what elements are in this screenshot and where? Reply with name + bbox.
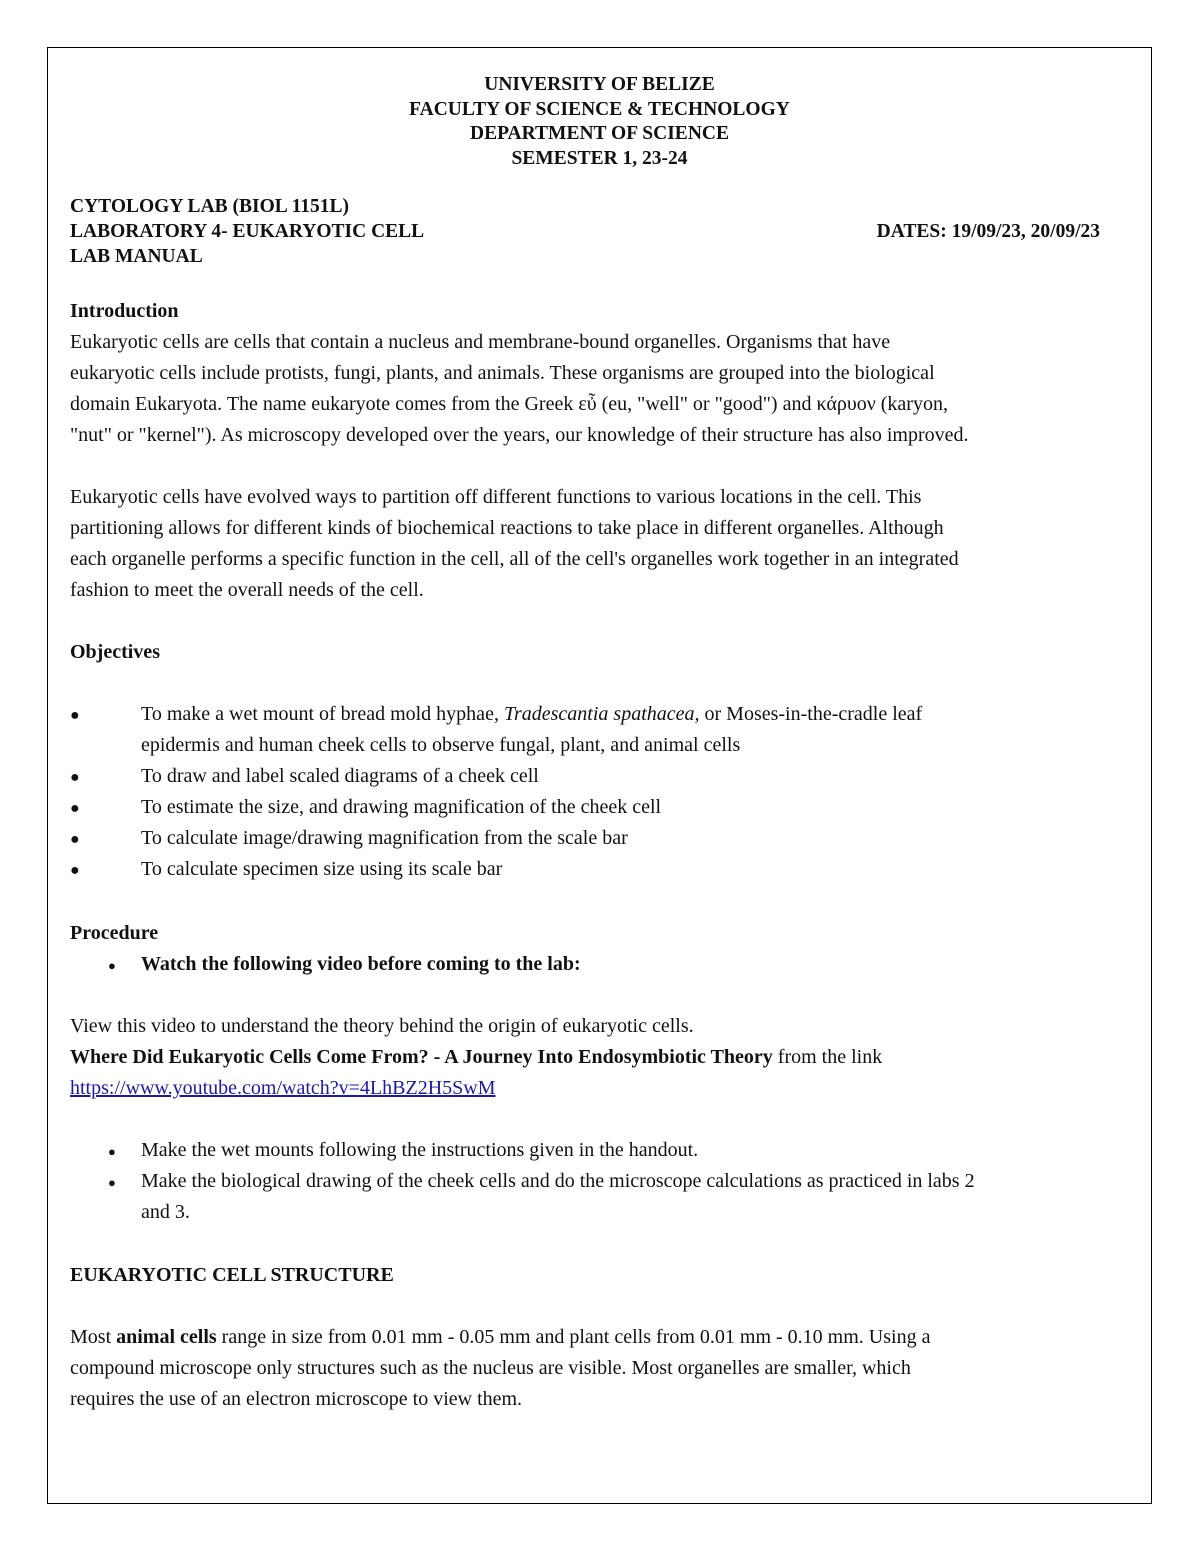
- structure-heading: EUKARYOTIC CELL STRUCTURE: [70, 1264, 394, 1286]
- intro-line: Eukaryotic cells have evolved ways to partition off different functions to various locations in the cell. This: [70, 486, 922, 508]
- structure-line: compound microscope only structures such as the nucleus are visible. Most organelles are smaller, which: [70, 1357, 911, 1379]
- objective-item: To calculate specimen size using its scale bar: [141, 858, 503, 880]
- bullet-icon: ●: [70, 831, 80, 848]
- semester: SEMESTER 1, 23-24: [511, 148, 688, 169]
- objective-item: To draw and label scaled diagrams of a cheek cell: [141, 765, 539, 787]
- intro-line: fashion to meet the overall needs of the cell.: [70, 579, 424, 601]
- video-link-line: [70, 1073, 496, 1104]
- bullet-icon: ●: [70, 707, 80, 724]
- procedure-heading: Procedure: [70, 922, 159, 944]
- bullet-icon: ●: [108, 958, 116, 973]
- intro-line: "nut" or "kernel"). As microscopy developed over the years, our knowledge of their structure has also improved.: [70, 424, 969, 446]
- procedure-step-continued: and 3.: [141, 1201, 190, 1223]
- university-name: UNIVERSITY OF BELIZE: [484, 74, 715, 95]
- lab-title: LABORATORY 4- EUKARYOTIC CELL: [70, 221, 425, 242]
- objective-item: To calculate image/drawing magnification from the scale bar: [141, 827, 628, 849]
- department-name: DEPARTMENT OF SCIENCE: [470, 123, 729, 144]
- introduction-heading: Introduction: [70, 300, 179, 322]
- video-title-line: Where Did Eukaryotic Cells Come From? - A Journey Into Endosymbiotic Theory from the link: [70, 1046, 883, 1068]
- intro-line: eukaryotic cells include protists, fungi, plants, and animals. These organisms are grouped into the biological: [70, 362, 935, 384]
- faculty-name: FACULTY OF SCIENCE & TECHNOLOGY: [409, 99, 790, 120]
- intro-line: partitioning allows for different kinds of biochemical reactions to take place in different organelles. Although: [70, 517, 944, 539]
- video-link[interactable]: https://www.youtube.com/watch?v=4LhBZ2H5SwM: [70, 1077, 496, 1099]
- procedure-watch-instruction: Watch the following video before coming to the lab:: [141, 953, 581, 975]
- bullet-icon: ●: [70, 800, 80, 817]
- bullet-icon: ●: [70, 769, 80, 786]
- objective-item: To make a wet mount of bread mold hyphae, Tradescantia spathacea, or Moses-in-the-cradle leaf: [141, 703, 923, 725]
- procedure-step: Make the biological drawing of the cheek cells and do the microscope calculations as practiced in labs 2: [141, 1170, 975, 1192]
- lab-manual-label: LAB MANUAL: [70, 246, 203, 267]
- course-title: CYTOLOGY LAB (BIOL 1151L): [70, 196, 350, 217]
- bullet-icon: ●: [108, 1175, 116, 1190]
- lab-dates: DATES: 19/09/23, 20/09/23: [876, 221, 1100, 242]
- bullet-icon: ●: [108, 1144, 116, 1159]
- intro-line: Eukaryotic cells are cells that contain a nucleus and membrane-bound organelles. Organisms that have: [70, 331, 891, 353]
- procedure-step: Make the wet mounts following the instructions given in the handout.: [141, 1139, 699, 1161]
- structure-line: Most animal cells range in size from 0.01 mm - 0.05 mm and plant cells from 0.01 mm - 0.10 mm. Using a: [70, 1326, 931, 1348]
- objective-item-continued: epidermis and human cheek cells to observe fungal, plant, and animal cells: [141, 734, 741, 756]
- intro-line: domain Eukaryota. The name eukaryote comes from the Greek εὖ (eu, "well" or "good") and κάρυον (karyon,: [70, 393, 948, 415]
- objectives-heading: Objectives: [70, 641, 160, 663]
- objective-item: To estimate the size, and drawing magnification of the cheek cell: [141, 796, 662, 818]
- structure-line: requires the use of an electron microscope to view them.: [70, 1388, 523, 1410]
- video-description: View this video to understand the theory behind the origin of eukaryotic cells.: [70, 1015, 694, 1037]
- intro-line: each organelle performs a specific function in the cell, all of the cell's organelles work together in an integrated: [70, 548, 959, 570]
- bullet-icon: ●: [70, 862, 80, 879]
